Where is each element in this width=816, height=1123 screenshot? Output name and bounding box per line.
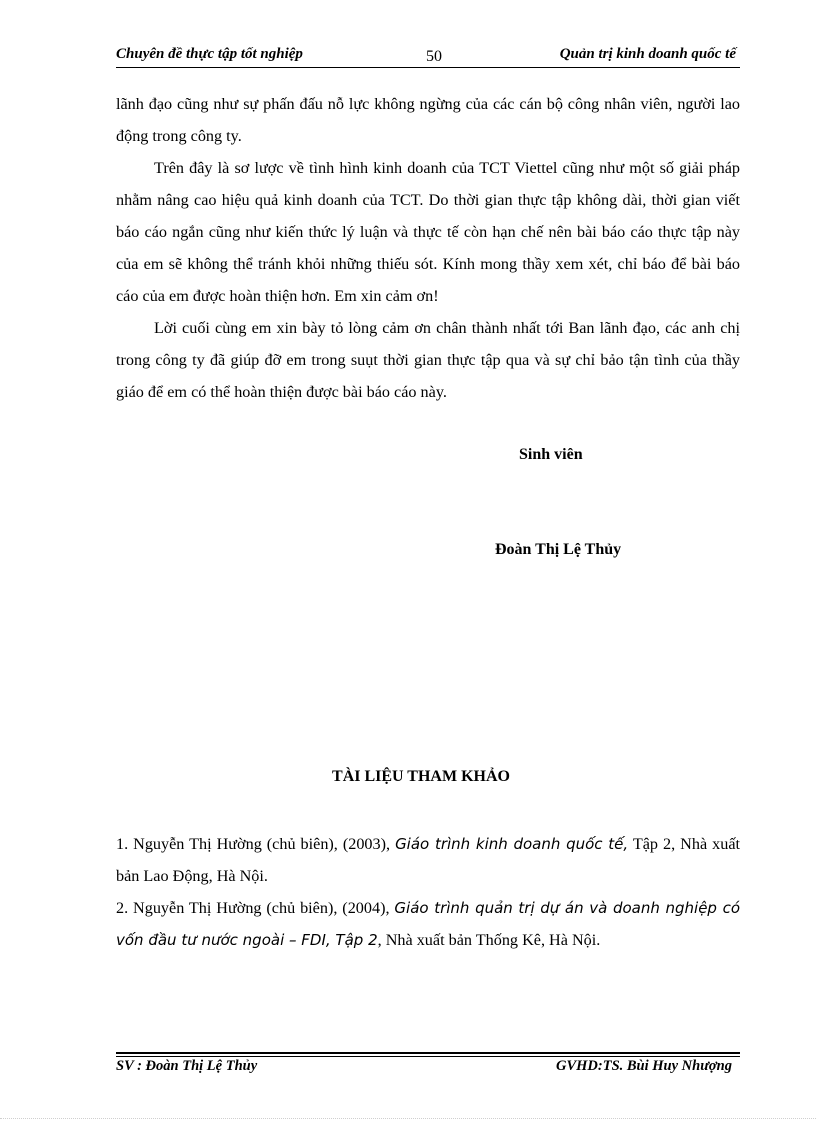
header-rule xyxy=(116,67,740,68)
reference-item-1 xyxy=(116,828,740,892)
reference-2-title: Giáo trình quản trị dự án và doanh nghiệp có vốn đầu tư nước ngoài – FDI, Tập 2 xyxy=(116,899,740,949)
reference-item-2 xyxy=(116,892,740,956)
signature-label: Sinh viên xyxy=(519,446,583,463)
reference-1-title: Giáo trình kinh doanh quốc tế, xyxy=(395,835,629,853)
signature-name: Đoàn Thị Lệ Thủy xyxy=(495,541,622,558)
footer-rule-thick xyxy=(116,1052,740,1054)
reference-1-suffix: Tập 2, Nhà xuất bản Lao Động, Hà Nội. xyxy=(116,835,741,885)
body-text xyxy=(116,88,740,408)
body-paragraph-2: Trên đây là sơ lược về tình hình kinh doanh của TCT Viettel cũng như một số giải pháp nhằm nâng cao hiệu quả kinh doanh của TCT. Do thời gian thực tập không dài, thời gian viết báo cáo ngắn cũng như kiến thức lý luận và thực tế còn hạn chế nên bài báo cáo thực tập này của em sẽ không thể tránh khỏi những thiếu sót. Kính mong thầy xem xét, chỉ báo để bài báo cáo của em được hoàn thiện hơn. Em xin cảm ơn! xyxy=(116,159,740,305)
footer-supervisor: GVHD:TS. Bùi Huy Nhượng xyxy=(555,1058,732,1074)
body-paragraph-3: Lời cuối cùng em xin bày tỏ lòng cảm ơn chân thành nhất tới Ban lãnh đạo, các anh chị trong công ty đã giúp đỡ em trong suụt thời gian thực tập qua và sự chỉ bảo tận tình của thầy giáo để em có thể hoàn thiện được bài báo cáo này. xyxy=(116,319,740,401)
reference-2-prefix: 2. Nguyễn Thị Hường (chủ biên), (2004), xyxy=(116,899,395,917)
page-edge-divider xyxy=(0,1118,816,1119)
footer-student: SV : Đoàn Thị Lệ Thủy xyxy=(116,1058,258,1074)
reference-2-suffix: , Nhà xuất bản Thống Kê, Hà Nội. xyxy=(377,931,601,949)
page-header xyxy=(116,42,740,66)
header-right-title: Quản trị kinh doanh quốc tế xyxy=(559,46,736,62)
reference-1-prefix: 1. Nguyễn Thị Hường (chủ biên), (2003), xyxy=(116,835,396,853)
footer-rule-thin xyxy=(116,1056,740,1057)
page-number: 50 xyxy=(426,48,442,65)
references-title: TÀI LIỆU THAM KHẢO xyxy=(332,768,510,785)
body-paragraph-1: lãnh đạo cũng như sự phấn đấu nỗ lực không ngừng của các cán bộ công nhân viên, người lao động trong công ty. xyxy=(116,95,740,145)
header-left-title: Chuyên đề thực tập tốt nghiệp xyxy=(116,46,303,62)
page-footer xyxy=(116,1058,740,1078)
references-list xyxy=(116,828,740,956)
